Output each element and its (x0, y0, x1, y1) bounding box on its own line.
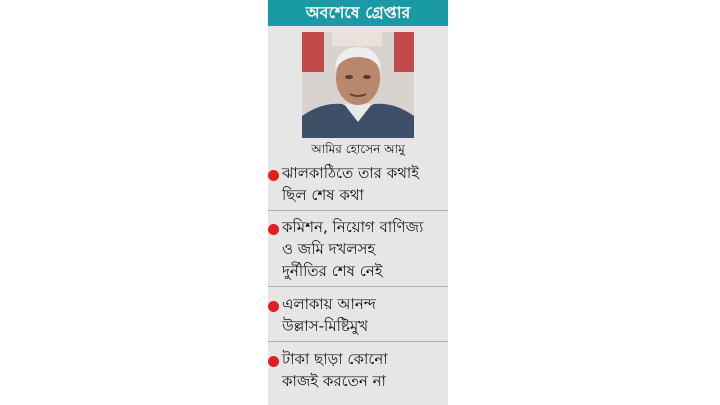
list-item (268, 293, 448, 342)
item-text: এলাকায় আনন্দ উল্লাস-মিষ্টিমুখ (282, 295, 376, 335)
list-item (268, 348, 448, 396)
photo-caption: আমির হোসেন আমু (311, 142, 405, 156)
bullet-icon (268, 170, 279, 181)
item-text: কমিশন, নিয়োগ বাণিজ্য ও জমি দখলসহ দুর্নীতির শেষ নেই (282, 218, 424, 280)
bullet-icon (268, 224, 279, 235)
portrait-photo (302, 32, 414, 138)
item-text: ঝালকাঠিতে তার কথাই ছিল শেষ কথা (282, 164, 420, 204)
list-item (268, 216, 448, 287)
portrait-image-icon (302, 32, 414, 138)
news-sidebar-panel (268, 0, 448, 405)
panel-header-title: অবশেষে গ্রেপ্তার (305, 2, 411, 22)
bullet-icon (268, 356, 279, 367)
item-text: টাকা ছাড়া কোনো কাজই করতেন না (282, 350, 388, 390)
panel-header (268, 0, 448, 26)
list-item (268, 162, 448, 211)
bullet-icon (268, 301, 279, 312)
